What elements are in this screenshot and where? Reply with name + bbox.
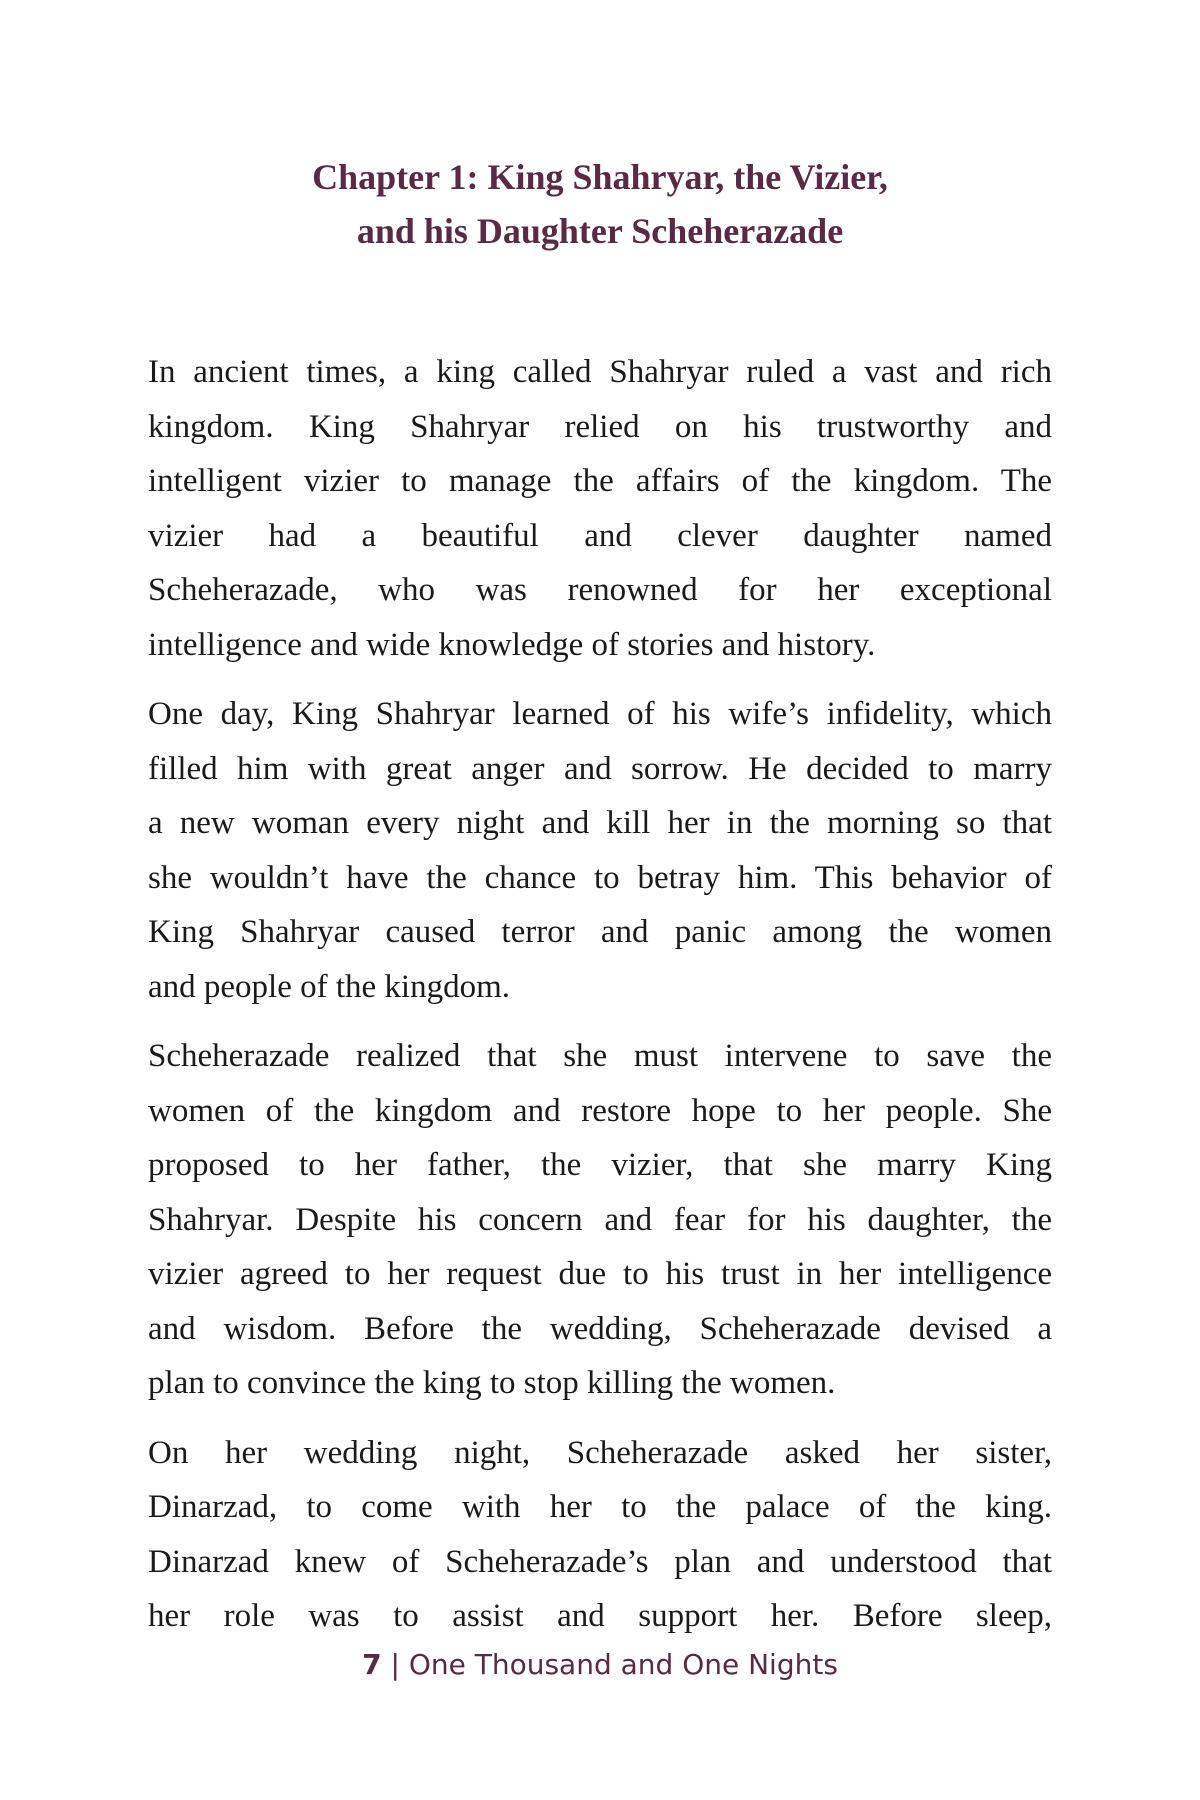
page-number: 7: [362, 1648, 382, 1681]
text-line: vizier agreed to her request due to his trust in her intelligence: [148, 1256, 1052, 1292]
text-line: One day, King Shahryar learned of his wife’s infidelity, which: [148, 696, 1052, 732]
text-line: Scheherazade realized that she must intervene to save the: [148, 1038, 1052, 1074]
text-line: intelligence and wide knowledge of stories and history.: [148, 626, 876, 663]
text-line: a new woman every night and kill her in the morning so that: [148, 805, 1052, 841]
text-line: On her wedding night, Scheherazade asked her sister,: [148, 1434, 1052, 1471]
text-line: Dinarzad, to come with her to the palace of the king.: [148, 1489, 1052, 1525]
text-line: women of the kingdom and restore hope to her people. She: [148, 1092, 1052, 1129]
paragraph-2: [148, 687, 1052, 1014]
text-line: plan to convince the king to stop killing the women.: [148, 1365, 836, 1401]
text-line: and people of the kingdom.: [148, 968, 511, 1005]
book-title: One Thousand and One Nights: [408, 1648, 838, 1681]
text-line: Shahryar. Despite his concern and fear for his daughter, the: [148, 1201, 1052, 1238]
text-line: proposed to her father, the vizier, that she marry King: [148, 1147, 1052, 1183]
text-line: In ancient times, a king called Shahryar ruled a vast and rich: [148, 354, 1052, 390]
text-line: filled him with great anger and sorrow. He decided to marry: [148, 750, 1052, 787]
text-line: she wouldn’t have the chance to betray him. This behavior of: [148, 859, 1052, 896]
text-line: her role was to assist and support her. Before sleep,: [148, 1598, 1052, 1634]
footer-separator: |: [390, 1648, 400, 1681]
text-line: King Shahryar caused terror and panic among the women: [148, 914, 1052, 950]
text-line: intelligent vizier to manage the affairs of the kingdom. The: [148, 463, 1052, 499]
page-footer: [0, 1648, 1200, 1681]
text-line: kingdom. King Shahryar relied on his trustworthy and: [148, 408, 1052, 445]
paragraph-4: [148, 1426, 1052, 1644]
paragraph-3: [148, 1029, 1052, 1411]
text-line: Dinarzad knew of Scheherazade’s plan and understood that: [148, 1543, 1052, 1580]
chapter-title-line-2: and his Daughter Scheherazade: [356, 211, 844, 251]
chapter-body: [148, 345, 1052, 1659]
chapter-title-line-1: Chapter 1: King Shahryar, the Vizier,: [312, 157, 888, 197]
text-line: vizier had a beautiful and clever daughter named: [148, 517, 1052, 554]
paragraph-1: [148, 345, 1052, 672]
text-line: and wisdom. Before the wedding, Scheherazade devised a: [148, 1310, 1052, 1347]
text-line: Scheherazade, who was renowned for her exceptional: [148, 572, 1052, 608]
chapter-title: [0, 150, 1200, 258]
